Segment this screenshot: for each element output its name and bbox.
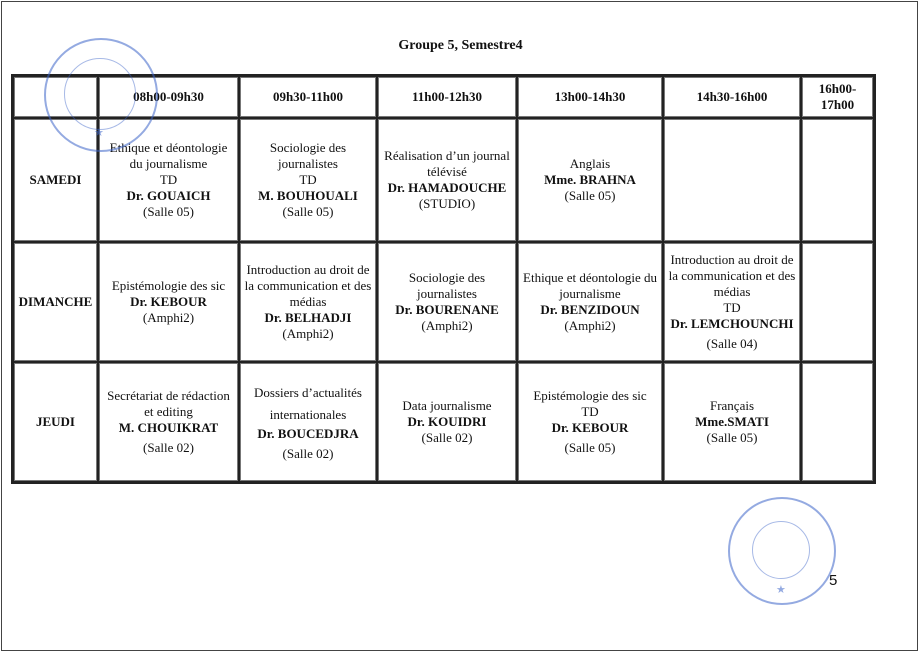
course-room: (STUDIO) [418, 196, 476, 211]
course-room: (Salle 04) [706, 336, 758, 351]
course-teacher: Dr. BOUCEDJRA [257, 426, 359, 441]
course-type: TD [581, 404, 599, 419]
header-slot-4: 13h00-14h30 [517, 76, 663, 118]
header-slot-1: 08h00-09h30 [98, 76, 239, 118]
course-cell [239, 362, 377, 482]
course-subject: Epistémologie des sic [533, 388, 647, 403]
course-room: (Amphi2) [282, 326, 334, 341]
course-cell [98, 362, 239, 482]
course-subject: Sociologie des journalistes [408, 270, 486, 301]
course-cell [377, 362, 517, 482]
course-room: (Amphi2) [564, 318, 616, 333]
row-jeudi [13, 362, 874, 482]
course-teacher: M. BOUHOUALI [258, 188, 358, 203]
course-subject: Sociologie des journalistes [269, 140, 347, 171]
stamp-ring [752, 521, 810, 579]
page-title: Groupe 5, Semestre4 [398, 38, 523, 53]
course-subject: Introduction au droit de la communication et des médias [668, 252, 796, 299]
course-cell [377, 242, 517, 362]
stamp-star-icon: ★ [94, 126, 104, 139]
course-teacher: Dr. BENZIDOUN [540, 302, 640, 317]
stamp-bottom-right [728, 497, 836, 605]
course-cell-empty [801, 362, 874, 482]
row-samedi [13, 118, 874, 242]
course-type: TD [723, 300, 741, 315]
course-type: TD [299, 172, 317, 187]
course-room: (Salle 05) [706, 430, 758, 445]
header-slot-5: 14h30-16h00 [663, 76, 801, 118]
course-subject: Epistémologie des sic [111, 278, 226, 293]
course-subject: Dossiers d’actualités internationales [254, 385, 362, 422]
stamp-star-icon: ★ [776, 583, 786, 596]
course-subject: Ethique et déontologie du journalisme [109, 140, 228, 171]
course-room: (Salle 02) [143, 440, 194, 455]
course-room: (Salle 05) [564, 440, 616, 455]
day-label: SAMEDI [13, 118, 98, 242]
course-teacher: Dr. KEBOUR [551, 420, 629, 435]
course-teacher: Dr. LEMCHOUNCHI [670, 316, 794, 331]
row-dimanche [13, 242, 874, 362]
course-cell [663, 362, 801, 482]
course-cell [517, 362, 663, 482]
course-cell [517, 118, 663, 242]
course-subject: Ethique et déontologie du journalisme [523, 270, 657, 301]
course-teacher: Dr. KOUIDRI [407, 414, 487, 429]
course-subject: Réalisation d’un journal télévisé [384, 148, 510, 179]
header-slot-2: 09h30-11h00 [239, 76, 377, 118]
course-type: TD [159, 172, 178, 187]
course-subject: Anglais [569, 156, 611, 171]
day-label: JEUDI [13, 362, 98, 482]
course-subject: Français [709, 398, 755, 413]
course-teacher: M. CHOUIKRAT [118, 420, 219, 435]
course-teacher: Dr. BOURENANE [395, 302, 499, 317]
course-room: (Salle 05) [143, 204, 194, 219]
course-subject: Introduction au droit de la communication et des médias [244, 262, 372, 309]
course-cell [517, 242, 663, 362]
course-cell [239, 242, 377, 362]
header-slot-6: 16h00-17h00 [801, 76, 874, 118]
header-slot-3: 11h00-12h30 [377, 76, 517, 118]
course-room: (Amphi2) [142, 310, 195, 325]
course-room: (Salle 05) [282, 204, 334, 219]
course-teacher: Mme.SMATI [695, 414, 769, 429]
course-room: (Salle 02) [421, 430, 473, 445]
course-teacher: Dr. GOUAICH [126, 188, 211, 203]
course-teacher: Mme. BRAHNA [544, 172, 636, 187]
course-teacher: Dr. HAMADOUCHE [387, 180, 507, 195]
course-subject: Data journalisme [402, 398, 492, 413]
page-number: 5 [829, 572, 838, 589]
course-cell-empty [801, 242, 874, 362]
stamp-top-left [44, 38, 158, 152]
course-room: (Salle 05) [564, 188, 616, 203]
course-subject: Secrétariat de rédaction et editing [107, 388, 230, 419]
course-teacher: Dr. KEBOUR [130, 294, 207, 309]
course-teacher: Dr. BELHADJI [264, 310, 352, 325]
course-room: (Amphi2) [421, 318, 473, 333]
course-room: (Salle 02) [282, 446, 334, 461]
course-cell [663, 242, 801, 362]
stamp-ring [64, 58, 136, 130]
day-label: DIMANCHE [13, 242, 98, 362]
course-cell-empty [801, 118, 874, 242]
course-cell-empty [663, 118, 801, 242]
course-cell [98, 242, 239, 362]
course-cell [239, 118, 377, 242]
course-cell [377, 118, 517, 242]
